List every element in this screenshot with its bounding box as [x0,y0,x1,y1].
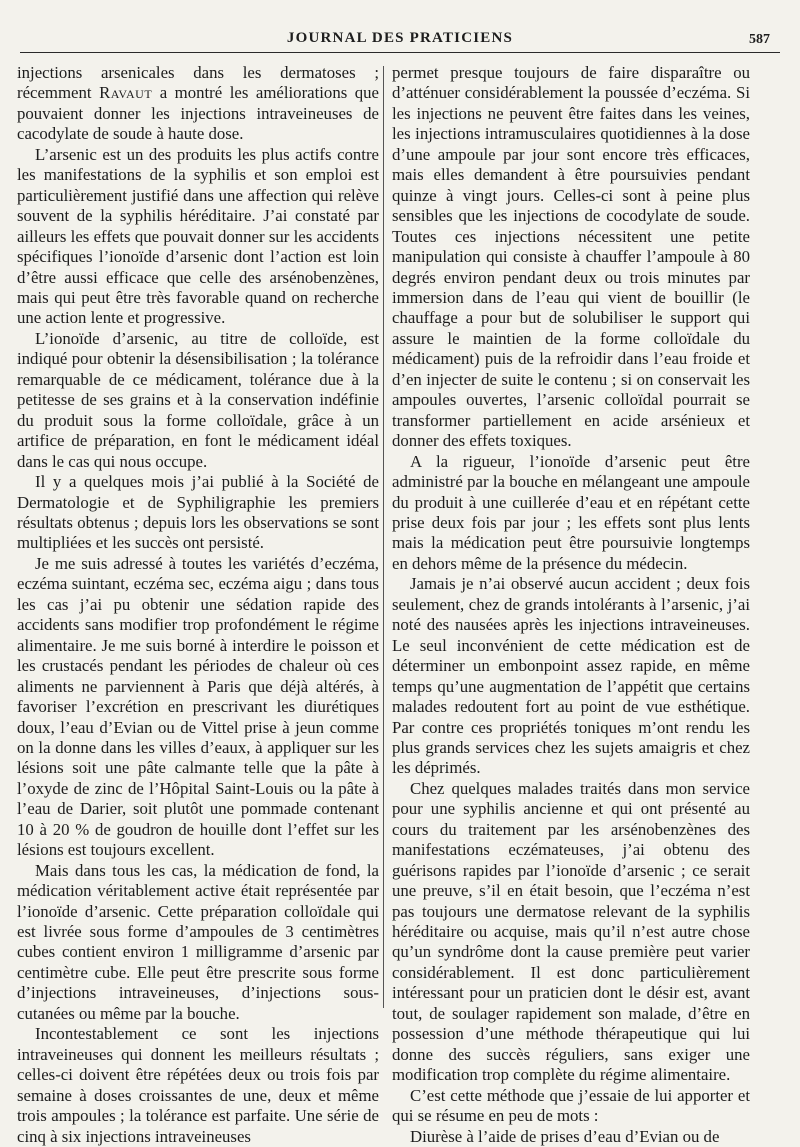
right-column [392,63,750,1147]
column-divider [383,66,384,1008]
paragraph: Diurèse à l’aide de prises d’eau d’Evian ou de [410,1126,720,1146]
page-number: 587 [749,32,770,47]
paragraph: Il y a quelques mois j’ai publié à la Société de Dermatologie et de Syphiligraphie les premiers résultats obtenus ; depuis lors les observations se sont multipliées et les succès ont persisté. [17,472,379,553]
paragraph: Incontestablement ce sont les injections intraveineuses qui donnent les meilleurs résultats ; celles-ci doivent être répétées deux ou trois fois par semaine à doses croissantes de une, deux et même trois ampoules ; la tolérance est parfaite. Une série de cinq à six injections intraveineuses [17,1024,379,1146]
journal-title: JOURNAL DES PRATICIENS [286,30,514,46]
paragraph: Jamais je n’ai observé aucun accident ; deux fois seulement, chez de grands intolérants à l’arsenic, j’ai noté des nausées après les injections intraveineuses. Le seul inconvénient de cette médication est de déterminer un embonpoint assez rapide, en même temps qu’une augmentation de l’appétit que certains malades redoutent fort au point de vue esthétique. Par contre ces propriétés toniques m’ont rendu les plus grands services chez les sujets amaigris et chez les déprimés. [392,574,750,778]
paragraph [17,63,379,145]
paragraph: permet presque toujours de faire disparaître ou d’atténuer considérablement la poussée d’eczéma. Si les injections ne peuvent être faites dans les veines, les injections intramusculaires quotidiennes à la dose d’une ampoule par jour sont encore très efficaces, mais elles demandent à être poursuivies pendant quinze à vingt jours. Celles-ci sont à peine plus sensibles que les injections de cocodylate de soude. Toutes ces injections nécessitent une petite manipulation qui consiste à chauffer l’ampoule à 80 degrés environ pendant deux ou trois minutes par immersion dans de l’eau qui vient de bouillir (le chauffage a pour but de solubiliser le support qui assure le maintien de la forme colloïdale du médicament) puis de la refroidir dans l’eau froide et d’en injecter de suite le contenu ; si on conservait les ampoules ouvertes, l’arsenic colloïdal pourrait se transformer partiellement en acide arsénieux et donner des effets toxiques. [392,63,750,451]
paragraph: L’ionoïde d’arsenic, au titre de colloïde, est indiqué pour obtenir la désensibilisation ; la tolérance remarquable de ce médicament, tolérance due à la petitesse de ses grains et à la conservation indéfinie du produit sous la forme colloïdale, grâce à un artifice de préparation, en font le médicament idéal dans le cas qui nous occupe. [17,328,379,471]
text-run: injections arsenicales dans les dermatoses ; récemment [17,63,379,103]
paragraph: Mais dans tous les cas, la médication de fond, la médication véritablement active était représentée par l’ionoïde d’arsenic. Cette préparation colloïdale qui est livrée sous forme d’ampoules de 3 centimètres cubes contient environ 1 milligramme d’arsenic par centimètre cube. Elle peut être prescrite sous forme d’injections intraveineuses, d’injections sous-cutanées ou même par la bouche. [17,860,379,1023]
paragraph: C’est cette méthode que j’essaie de lui apporter et qui se résume en peu de mots : [392,1085,750,1126]
paragraph: L’arsenic est un des produits les plus actifs contre les manifestations de la syphilis et son emploi est particulièrement justifié dans une affection qui relève souvent de la syphilis héréditaire. J’ai constaté par ailleurs les effets que pouvait donner sur les accidents spécifiques l’ionoïde d’arsenic dont l’action est loin d’être aussi efficace que celle des arsénobenzènes, mais qui peut être très favorable quand on recherche une action lente et progressive. [17,144,379,328]
paragraph: Je me suis adressé à toutes les variétés d’eczéma, eczéma suintant, eczéma sec, eczéma aigu ; dans tous les cas j’ai pu obtenir une sédation rapide des accidents sans modifier trop profondément le régime alimentaire. Je me suis borné à interdire le poisson et les crustacés pendant les périodes de chaleur où ces aliments ne parviennent à Paris que déjà altérés, à favoriser l’excrétion en prescrivant les diurétiques doux, l’eau d’Evian ou de Vittel prise à jeun comme on la donne dans les villes d’eaux, à appliquer sur les lésions soit une pâte calmante telle que la pâte à l’oxyde de zinc de l’Hôpital Saint-Louis ou la pâte à l’eau de Darier, soit plutôt une pommade contenant 10 à 20 % de goudron de houille dont l’effet sur les lésions est toujours excellent. [17,553,379,860]
paragraph: Chez quelques malades traités dans mon service pour une syphilis ancienne et qui ont présenté au cours du traitement par les arsénobenzènes des manifestations eczémateuses, j’ai obtenu des guérisons rapides par l’ionoïde d’arsenic ; ce serait une preuve, s’il en était besoin, que l’eczéma n’est pas toujours une dermatose relevant de la syphilis héréditaire ou acquise, mais qu’il n’est autre chose qu’un syndrôme dont la cause première peut varier considérablement. Il est donc particulièrement intéressant pour un praticien dont le désir est, avant tout, de soulager rapidement son malade, d’être en possession d’une méthode thérapeutique qui lui donne des succès réguliers, sans exiger une modification trop complète du régime alimentaire. [392,778,750,1085]
text-run: a montré les améliorations que pouvaient donner les injections intraveineuses de cacodylate de soude à haute dose. [17,83,379,144]
author-name: Ravaut [99,83,153,103]
page-header [20,28,780,53]
paragraph: A la rigueur, l’ionoïde d’arsenic peut être administré par la bouche en mélangeant une ampoule du produit à une cuillerée d’eau et en répétant cette prise deux fois par jour ; les effets sont plus lents mais la médication peut être poursuivie longtemps en dehors même de la présence du médecin. [392,451,750,573]
left-column [17,63,379,1147]
